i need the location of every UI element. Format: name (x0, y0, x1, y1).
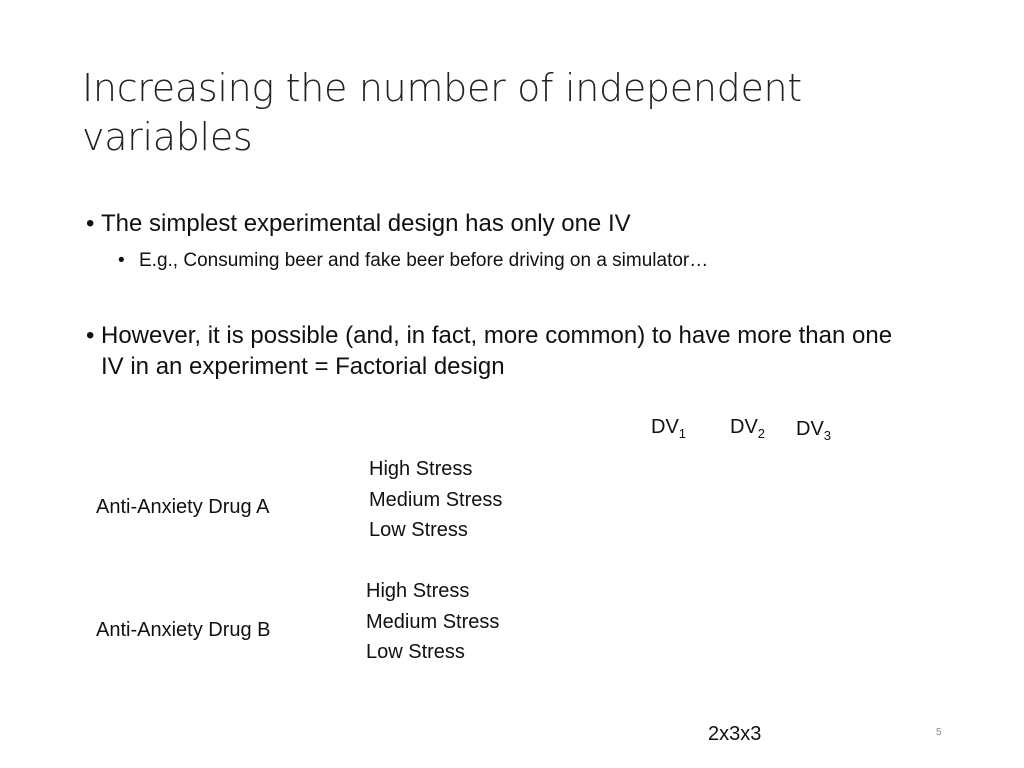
bullet-marker: • (86, 322, 95, 349)
bullet-item (86, 320, 906, 382)
group-label: Anti-Anxiety Drug B (96, 619, 271, 641)
bullet-text: However, it is possible (and, in fact, more common) to have more than one IV in an experiment = Factorial design (101, 322, 893, 380)
dv-label: $DV_1$ (651, 416, 687, 441)
stress-level: Low Stress (366, 641, 465, 663)
bullet-item (86, 208, 906, 239)
stress-level: Medium Stress (366, 610, 500, 633)
stress-level: High Stress (369, 458, 473, 480)
bullet-marker: • (86, 210, 95, 237)
sub-bullet-text: E.g., Consuming beer and fake beer before driving on a simulator… (139, 250, 709, 271)
group-label: Anti-Anxiety Drug A (96, 496, 270, 518)
dv-label: $DV_2$ (730, 416, 766, 441)
stress-level: Low Stress (369, 519, 468, 541)
sub-bullet-item (118, 249, 938, 273)
bullet-text: The simplest experimental design has only one IV (101, 210, 631, 237)
dv-label: $DV_3$ (796, 418, 832, 443)
page-number: 5 (936, 727, 942, 738)
slide-title: Increasing the number of independent variables (82, 66, 802, 159)
stress-level: High Stress (366, 580, 470, 602)
factorial-design-label: 2x3x3 (708, 723, 762, 745)
stress-levels-list (369, 454, 502, 546)
stress-level: Medium Stress (369, 488, 503, 511)
sub-bullet-marker: • (118, 250, 125, 271)
stress-levels-list (366, 576, 499, 668)
